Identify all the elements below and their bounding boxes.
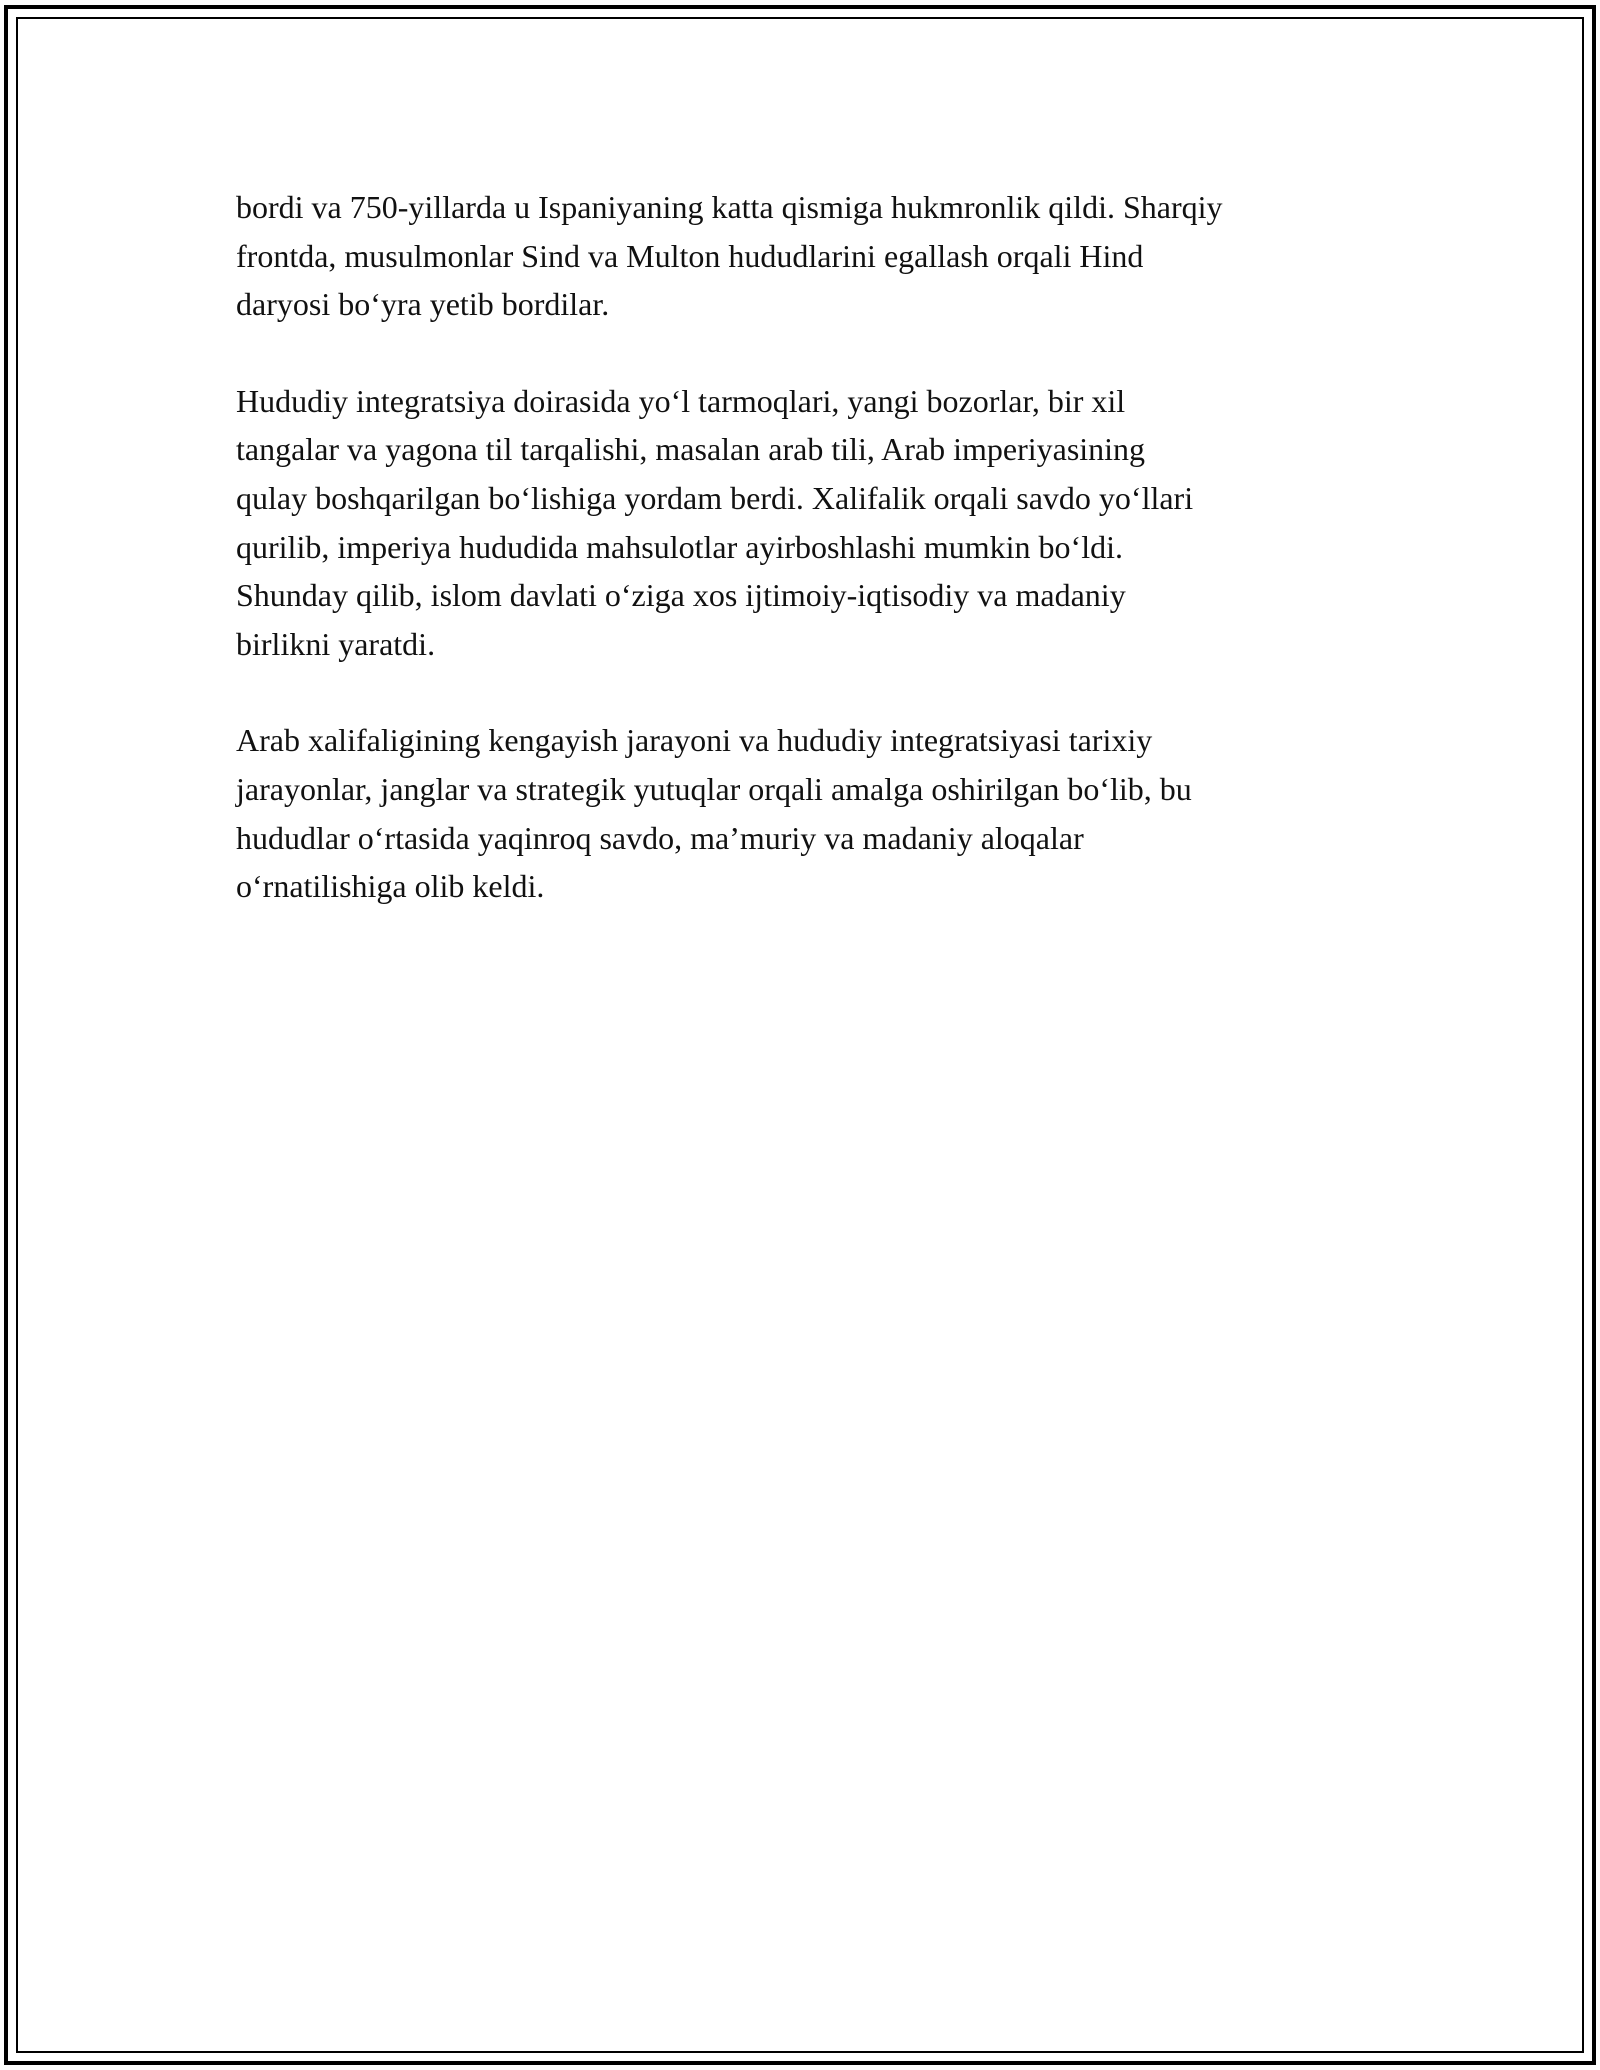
page-body (236, 183, 1396, 959)
paragraph-3: Arab xalifaligining kengayish jarayoni va hududiy integratsiyasi tarixiy jarayonlar, janglar va strategik yutuqlar orqali amalga oshirilgan bo‘lib, bu hududlar o‘rtasida yaqinroq savdo, ma’muriy va madaniy aloqalar o‘rnatilishiga olib keldi. (236, 722, 1192, 905)
paragraph-1: bordi va 750-yillarda u Ispaniyaning katta qismiga hukmronlik qildi. Sharqiy frontda, musulmonlar Sind va Multon hududlarini egallash orqali Hind daryosi bo‘yra yetib bordilar. (236, 189, 1223, 323)
paragraph-2: Hududiy integratsiya doirasida yo‘l tarmoqlari, yangi bozorlar, bir xil tangalar va yagona til tarqalishi, masalan arab tili, Arab imperiyasining qulay boshqarilgan bo‘lishiga yordam berdi. Xalifalik orqali savdo yo‘llari qurilib, imperiya hududida mahsulotlar ayirboshlashi mumkin bo‘ldi. Shunday qilib, islom davlati o‘ziga xos ijtimoiy-iqtisodiy va madaniy birlikni yaratdi. (236, 382, 1194, 662)
